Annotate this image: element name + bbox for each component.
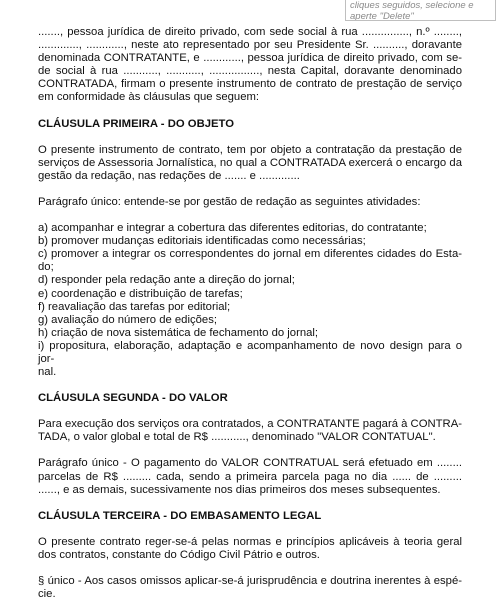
activities-list — [38, 222, 462, 379]
list-item: i) propositura, elaboração, adaptação e acompanhamento de novo design para o jor- — [38, 339, 462, 365]
text-line: TADA, o valor global e total de R$ ..........., denominado "VALOR CONTATUAL". — [38, 431, 436, 444]
instruction-note — [345, 0, 496, 21]
text-line: CONTRATADA, firmam o presente instrumento de contrato de prestação de serviço — [38, 78, 462, 91]
text-line: § único - Aos casos omissos aplicar-se-á jurisprudência e doutrina inerentes à espé- — [38, 575, 462, 587]
clause-paragraph — [38, 144, 462, 183]
note-line: cliques seguidos, selecione e — [350, 0, 474, 11]
clause-heading: CLÁUSULA PRIMEIRA - DO OBJETO — [38, 117, 235, 130]
clause-paragraph — [38, 418, 462, 444]
text-line: ......., pessoa jurídica de direito privado, com sede social à rua ..............., n.º ........, — [38, 26, 462, 38]
text-line: gestão da redação, nas redações de ....... e ............. — [38, 169, 300, 182]
text-line: dos contratos, constante do Código Civil Pátrio e outros. — [38, 548, 320, 561]
list-item: h) criação de nova sistemática de fechamento do jornal; — [38, 326, 319, 339]
text-line: em conformidade às cláusulas que seguem: — [38, 91, 260, 104]
list-item: d) responder pela redação ante a direção do jornal; — [38, 274, 295, 287]
list-item: g) avaliação do número de edições; — [38, 313, 217, 326]
text-line: O presente contrato reger-se-á pelas normas e princípios aplicáveis à teoria geral — [38, 535, 462, 548]
contract-document — [38, 26, 462, 614]
list-item: a) acompanhar e integrar a cobertura das diferentes editorias, do contratante; — [38, 222, 427, 235]
intro-paragraph — [38, 26, 462, 105]
list-item: c) promover a integrar os correspondentes do jornal em diferentes cidades do Esta- — [38, 248, 462, 261]
note-line: aperte "Delete" — [350, 11, 414, 21]
clause-paragraph — [38, 536, 462, 562]
text-line: serviços de Assessoria Jornalística, no qual a CONTRATADA exercerá o encargo da — [38, 156, 462, 169]
text-line: Para execução dos serviços ora contratados, a CONTRATANTE pagará à CONTRA- — [38, 418, 463, 431]
list-item: b) promover mudanças editoriais identificadas como necessárias; — [38, 235, 366, 248]
clause-paragraph — [38, 457, 462, 496]
list-item: f) reavaliação das tarefas por editorial; — [38, 300, 231, 313]
text-line: de social à rua ..........., ..........., ................, nesta Capital, doravante denominado — [38, 65, 462, 78]
list-item: nal. — [38, 366, 57, 379]
text-line: ......, e as demais, sucessivamente nos dias primeiros dos meses subsequentes. — [38, 483, 441, 496]
text-line: parcelas de R$ ......... cada, sendo a primeira parcela paga no dia ...... de ......... — [38, 470, 462, 483]
list-item: e) coordenação e distribuição de tarefas; — [38, 287, 243, 300]
clause-paragraph — [38, 196, 462, 209]
text-line: denominada CONTRATANTE, e ............, pessoa jurídica de direito privado, com se- — [38, 52, 462, 65]
text-line: ............., ............, neste ato representado por seu Presidente Sr. .........., doravante — [38, 39, 462, 52]
text-line: Parágrafo único - O pagamento do VALOR CONTRATUAL será efetuado em ........ — [38, 457, 462, 470]
text-line: O presente instrumento de contrato, tem por objeto a contratação da prestação de — [38, 143, 462, 156]
clause-paragraph — [38, 575, 462, 601]
list-item: do; — [38, 261, 54, 274]
text-line: Parágrafo único: entende-se por gestão de redação as seguintes atividades: — [38, 195, 421, 208]
clause-heading: CLÁUSULA TERCEIRA - DO EMBASAMENTO LEGAL — [38, 509, 322, 522]
clause-heading: CLÁUSULA SEGUNDA - DO VALOR — [38, 392, 228, 405]
text-line: cie. — [38, 588, 56, 601]
